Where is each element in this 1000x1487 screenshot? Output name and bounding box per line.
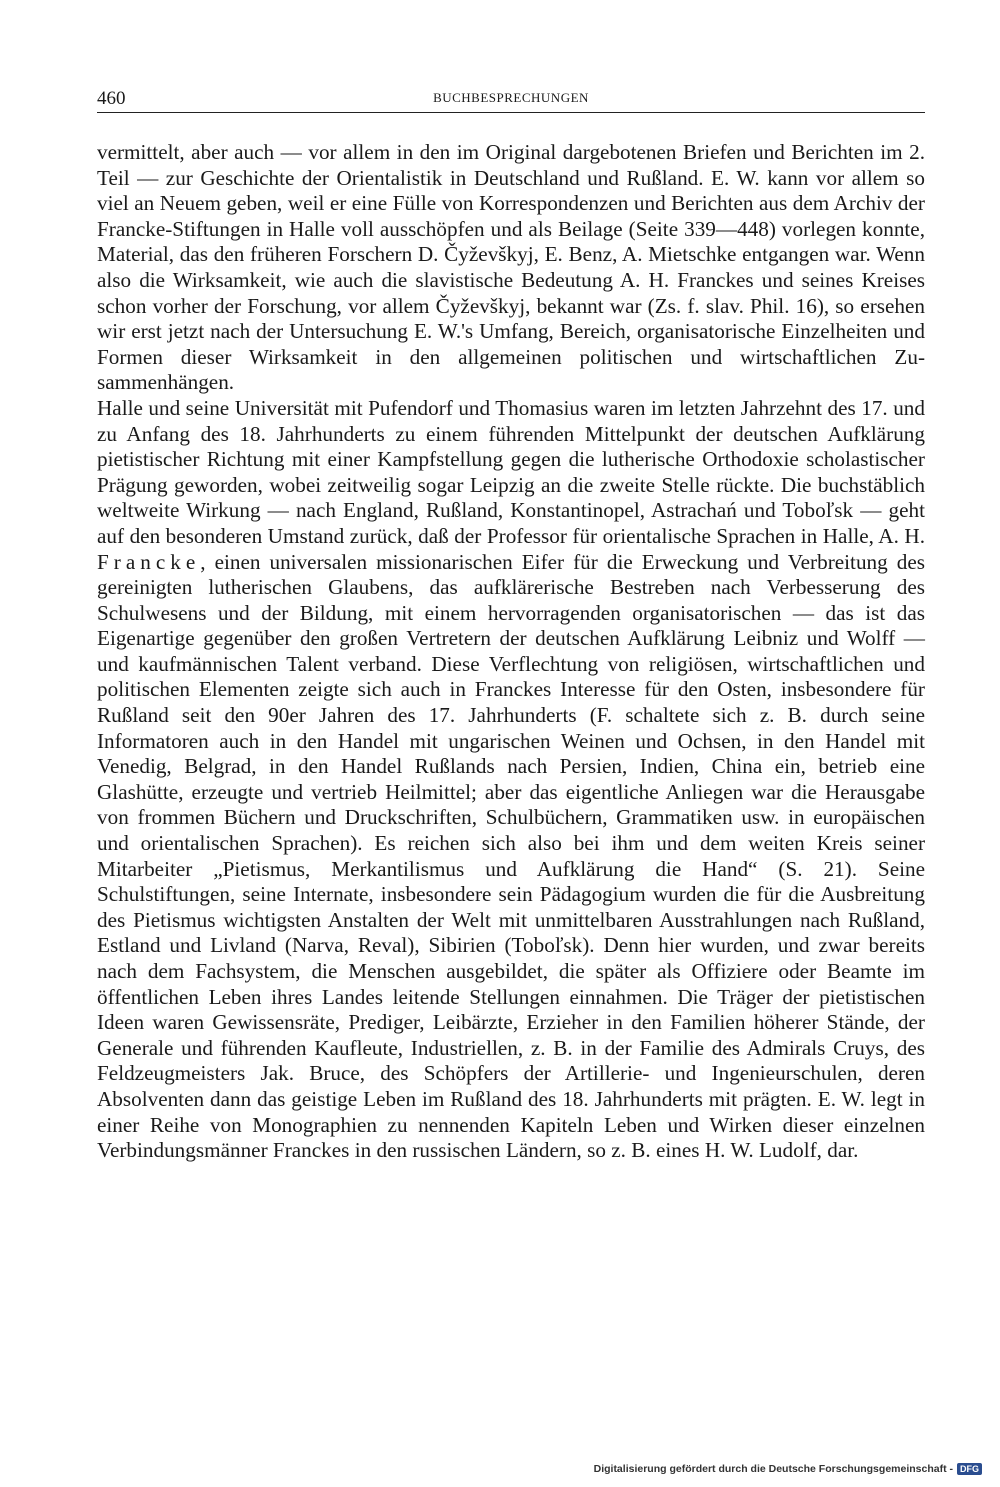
paragraph: vermittelt, aber auch — vor allem in den im Original dargebotenen Briefen und Berichten im 2. Teil — zur Geschichte der Orientalistik in Deutschland und Rußland. E. W. kann vor allem so viel an Neuem geben, weil er eine Fülle von Korrespondenzen und Berichten aus dem Archiv der Francke-Stiftungen in Halle voll ausschöpfen und als Beilage (Seite 339—448) vorlegen konnte, Material, das den früheren Forschern D. Čyževškyj, E. Benz, A. Mietschke entgangen war. Wenn also die Wirksamkeit, wie auch die slavistische Bedeutung A. H. Franckes und seines Kreises schon vorher der Forschung, vor allem Čyževškyj, bekannt war (Zs. f. slav. Phil. 16), so ersehen wir erst jetzt nach der Untersuchung E. W.'s Umfang, Bereich, organisatorische Einzelheiten und Formen dieser Wirksamkeit in den allgemeinen politischen und wirtschaftlichen Zusammenhängen. [97, 140, 925, 395]
dfg-logo-icon: DFG [957, 1463, 982, 1475]
paragraph [97, 396, 925, 1164]
article-body [97, 140, 925, 1164]
digitization-footer [594, 1463, 982, 1475]
running-head: BUCHBESPRECHUNGEN [433, 90, 589, 105]
paragraph-text: Halle und seine Universität mit Pufendorf und Thomasius waren im letzten Jahrzehnt des 17. und zu Anfang des 18. Jahrhunderts zu einem führenden Mittelpunkt der deutschen Aufklärung pietistischer Richtung mit einer Kampfstellung gegen die lutherische Orthodoxie scholastischer Prägung geworden, wobei zeitweilig sogar Leipzig an die zweite Stelle rückte. Die buchstäblich weltweite Wirkung — nach England, Rußland, Konstantinopel, Astrachań und Toboľsk — geht auf den besonderen Umstand zurück, daß der Professor für orientalische Sprachen in Halle, A. H. [97, 395, 925, 548]
page-number: 460 [97, 88, 126, 109]
footer-text: Digitalisierung gefördert durch die Deutsche Forschungsgemeinschaft - [593, 1463, 953, 1475]
spaced-name: Francke [97, 549, 201, 574]
page-header [97, 88, 925, 113]
paragraph-text: , einen universalen missionarischen Eifer für die Erweckung und Verbreitung des gereinigten lutherischen Glaubens, das aufklärerische Bestreben nach Verbesserung des Schulwesens und der Bildung, mit einem hervorragenden organisatorischen — das ist das Eigenartige gegenüber den großen Vertretern der deutschen Aufklärung Leibniz und Wolff — und kaufmännischen Talent verband. Diese Verflechtung von religiösen, wirtschaftlichen und politischen Elementen zeigte sich auch in Franckes Interesse für den Osten, insbesondere für Rußland seit den 90er Jahren des 17. Jahrhunderts (F. schaltete sich z. B. durch seine Informatoren auch in den Handel mit ungarischen Weinen und Ochsen, in den Handel mit Venedig, Belgrad, in den Handel Rußlands nach Persien, Indien, China ein, betrieb eine Glashütte, erzeugte und vertrieb Heilmittel; aber das eigentliche Anliegen war die Herausgabe von frommen Büchern und Druckschriften, Schulbüchern, Grammatiken usw. in europäischen und orientalischen Sprachen). Es reichen sich also bei ihm und dem weiten Kreis seiner Mitarbeiter „Pietismus, Merkantilismus und Aufklärung die Hand“ (S. 21). Seine Schulstiftungen, seine Internate, insbesondere sein Pädagogium wurden die für die Ausbreitung des Pietismus wichtigsten Anstalten der Welt mit unmittelbaren Ausstrahlungen nach Rußland, Estland und Livland (Narva, Reval), Sibirien (Toboľsk). Denn hier wurden, und zwar bereits nach dem Fachsystem, die Menschen ausgebildet, die später als Offiziere oder Beamte im öffentlichen Leben ihres Landes leitende Stellungen einnahmen. Die Träger der pietistischen Ideen waren Gewissensräte, Prediger, Leibärzte, Erzieher in den Familien höherer Stände, der Generale und führenden Kaufleute, Industriellen, z. B. in der Familie des Admirals Cruys, des Feldzeugmeisters Jak. Bruce, des Schöpfers der Artillerie- und Ingenieurschulen, deren Absolventen dann das geistige Leben im Rußland des 18. Jahrhunderts mit prägten. E. W. legt in einer Reihe von Monographien zu nennenden Kapiteln Leben und Wirken dieser einzelnen Verbindungsmänner Franckes in den russischen Ländern, so z. B. eines H. W. Ludolf, dar. [97, 549, 925, 1163]
